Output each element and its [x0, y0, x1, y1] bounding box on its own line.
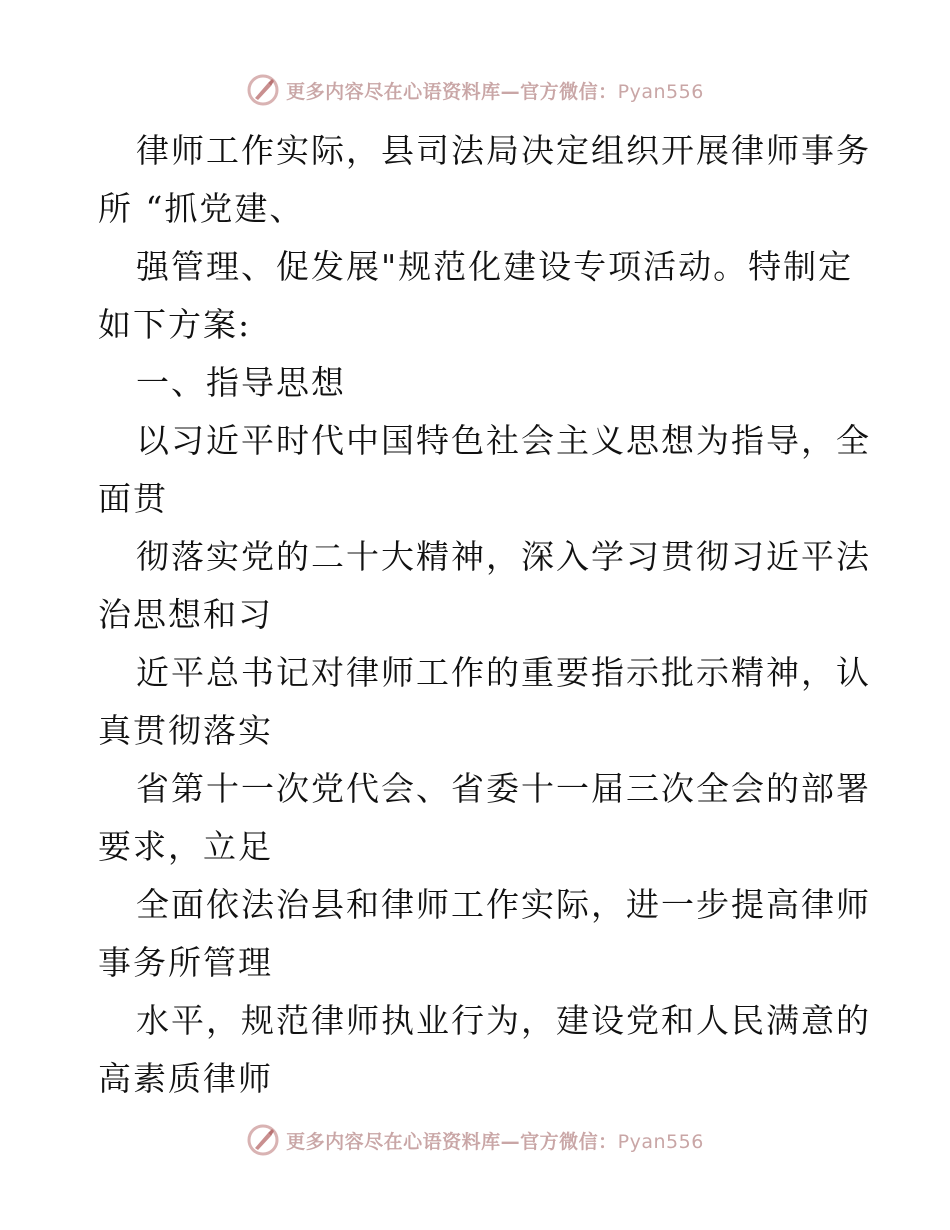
text-line: 彻落实党的二十大精神，深入学习贯彻习近平法 [136, 537, 871, 576]
text-line: 全面依法治县和律师工作实际，进一步提高律师 [136, 885, 871, 924]
text-line: 一、指导思想 [136, 363, 346, 402]
pen-logo-icon [246, 73, 280, 107]
text-line: 治思想和习 [98, 595, 273, 634]
text-line: 真贯彻落实 [98, 711, 273, 750]
text-line: 如下方案: [98, 305, 252, 344]
document-body [98, 122, 871, 1108]
footer-watermark [0, 1120, 950, 1160]
pen-logo-icon [246, 1123, 280, 1157]
text-line: 要求，立足 [98, 827, 273, 866]
text-line: 水平，规范律师执业行为，建设党和人民满意的 [136, 1001, 871, 1040]
text-line: 近平总书记对律师工作的重要指示批示精神，认 [136, 653, 871, 692]
text-line: 面贯 [98, 479, 168, 518]
watermark-text: 更多内容尽在心语资料库—官方微信：Pyan556 [286, 80, 704, 103]
text-line: 事务所管理 [98, 943, 273, 982]
watermark-text: 更多内容尽在心语资料库—官方微信：Pyan556 [286, 1130, 704, 1153]
text-line: 高素质律师 [98, 1059, 273, 1098]
text-line: 以习近平时代中国特色社会主义思想为指导，全 [136, 421, 871, 460]
text-line: 律师工作实际，县司法局决定组织开展律师事务 [136, 131, 871, 170]
text-line: 所 “抓党建、 [98, 189, 305, 228]
text-line: 省第十一次党代会、省委十一届三次全会的部署 [136, 769, 871, 808]
header-watermark [0, 70, 950, 110]
text-line: 强管理、促发展"规范化建设专项活动。特制定 [136, 247, 854, 286]
